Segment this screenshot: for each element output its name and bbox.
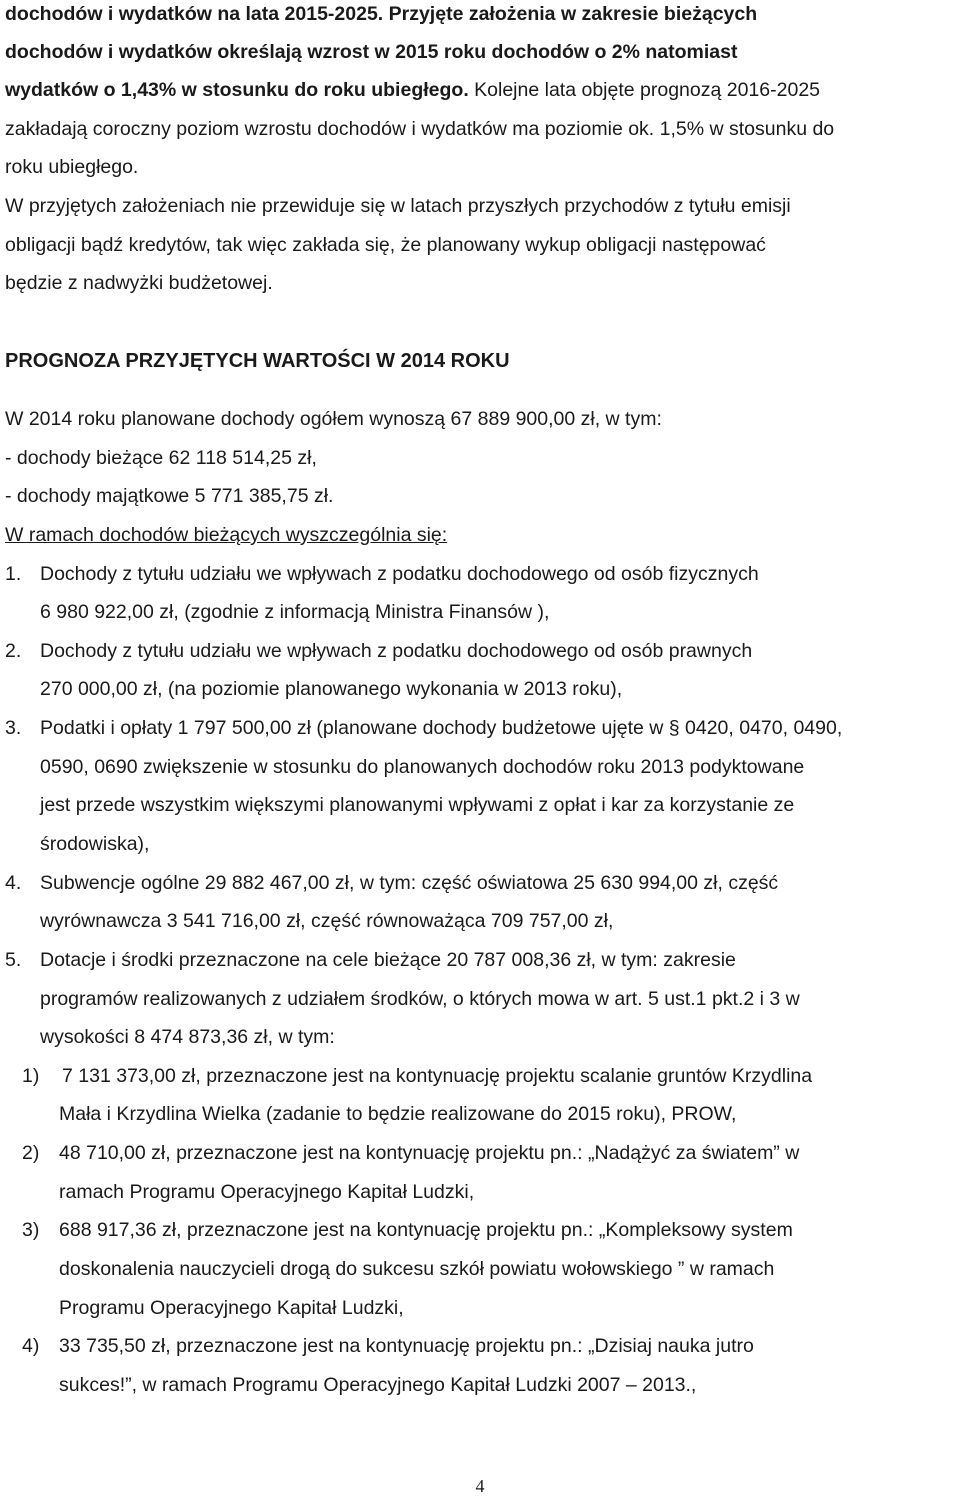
intro-text: dochodów i wydatków na lata 2015-2025. Przyjęte założenia w zakresie bieżących bbox=[5, 3, 758, 25]
item-number: 3. bbox=[5, 717, 22, 739]
subitem-2-line-1: 48 710,00 zł, przeznaczone jest na kontynuację projektu pn.: „Nadążyć za światem” w bbox=[59, 1142, 800, 1164]
item-1-line-2: 6 980 922,00 zł, (zgodnie z informacją Ministra Finansów ), bbox=[40, 601, 550, 623]
item-3-line-3: jest przede wszystkim większymi planowanymi wpływami z opłat i kar za korzystanie ze bbox=[40, 794, 795, 816]
subitem-3-line-1: 688 917,36 zł, przeznaczone jest na kontynuację projektu pn.: „Kompleksowy system bbox=[59, 1219, 793, 1241]
summary-total: W 2014 roku planowane dochody ogółem wynoszą 67 889 900,00 zł, w tym: bbox=[5, 408, 662, 430]
subitem-3-line-3: Programu Operacyjnego Kapitał Ludzki, bbox=[59, 1297, 404, 1319]
summary-current: - dochody bieżące 62 118 514,25 zł, bbox=[5, 447, 317, 469]
intro-line-6 bbox=[5, 194, 791, 218]
item-2-line-1: Dochody z tytułu udziału we wpływach z podatku dochodowego od osób prawnych bbox=[40, 640, 753, 662]
item-3-line-1: Podatki i opłaty 1 797 500,00 zł (planowane dochody budżetowe ujęte w § 0420, 0470, 0490, bbox=[40, 717, 843, 739]
intro-text: dochodów i wydatków określają wzrost w 2015 roku dochodów o 2% natomiast bbox=[5, 41, 738, 63]
subitem-4-line-1: 33 735,50 zł, przeznaczone jest na kontynuację projektu pn.: „Dzisiaj nauka jutro bbox=[59, 1335, 754, 1357]
intro-line-1 bbox=[5, 2, 955, 26]
subitem-2-line-2: ramach Programu Operacyjnego Kapitał Ludzki, bbox=[59, 1181, 475, 1203]
page-number: 4 bbox=[475, 1476, 485, 1496]
subitem-4-line-2: sukces!”, w ramach Programu Operacyjnego Kapitał Ludzki 2007 – 2013., bbox=[59, 1374, 697, 1396]
item-3-line-4: środowiska), bbox=[40, 833, 150, 855]
intro-bold-text: wydatków o 1,43% w stosunku do roku ubiegłego. bbox=[5, 79, 469, 101]
subitem-number: 2) bbox=[22, 1142, 40, 1164]
subitem-number: 4) bbox=[22, 1335, 40, 1357]
subitem-1-line-1: 7 131 373,00 zł, przeznaczone jest na kontynuację projektu scalanie gruntów Krzydlina bbox=[62, 1065, 813, 1087]
item-4-line-2: wyrównawcza 3 541 716,00 zł, część równoważąca 709 757,00 zł, bbox=[40, 910, 614, 932]
item-number: 1. bbox=[5, 563, 22, 585]
intro-line-5 bbox=[5, 155, 138, 179]
intro-text: roku ubiegłego. bbox=[5, 156, 139, 178]
intro-text: obligacji bądź kredytów, tak więc zakłada się, że planowany wykup obligacji następować bbox=[5, 234, 766, 256]
intro-text: W przyjętych założeniach nie przewiduje się w latach przyszłych przychodów z tytułu emisji bbox=[5, 195, 791, 217]
intro-line-3 bbox=[5, 78, 820, 102]
subitem-1-line-2: Mała i Krzydlina Wielka (zadanie to będzie realizowane do 2015 roku), PROW, bbox=[59, 1103, 737, 1125]
summary-subheading: W ramach dochodów bieżących wyszczególnia się: bbox=[5, 524, 448, 546]
intro-text: będzie z nadwyżki budżetowej. bbox=[5, 272, 273, 294]
item-3-line-2: 0590, 0690 zwiększenie w stosunku do planowanych dochodów roku 2013 podyktowane bbox=[40, 756, 805, 778]
item-5-line-1: Dotacje i środki przeznaczone na cele bieżące 20 787 008,36 zł, w tym: zakresie bbox=[40, 949, 736, 971]
subitem-number: 1) bbox=[22, 1065, 40, 1087]
item-5-line-2: programów realizowanych z udziałem środków, o których mowa w art. 5 ust.1 pkt.2 i 3 w bbox=[40, 988, 800, 1010]
item-number: 2. bbox=[5, 640, 22, 662]
section-heading: PROGNOZA PRZYJĘTYCH WARTOŚCI W 2014 ROKU bbox=[5, 350, 510, 372]
intro-line-7 bbox=[5, 233, 766, 257]
subitem-3-line-2: doskonalenia nauczycieli drogą do sukcesu szkół powiatu wołowskiego ” w ramach bbox=[59, 1258, 775, 1280]
item-1-line-1: Dochody z tytułu udziału we wpływach z podatku dochodowego od osób fizycznych bbox=[40, 563, 759, 585]
intro-text: zakładają coroczny poziom wzrostu dochodów i wydatków ma poziomie ok. 1,5% w stosunku do bbox=[5, 118, 835, 140]
item-5-line-3: wysokości 8 474 873,36 zł, w tym: bbox=[40, 1026, 335, 1048]
item-2-line-2: 270 000,00 zł, (na poziomie planowanego wykonania w 2013 roku), bbox=[40, 678, 623, 700]
item-number: 5. bbox=[5, 949, 22, 971]
item-number: 4. bbox=[5, 872, 22, 894]
summary-property: - dochody majątkowe 5 771 385,75 zł. bbox=[5, 485, 334, 507]
intro-line-4 bbox=[5, 117, 834, 141]
intro-text: Kolejne lata objęte prognozą 2016-2025 bbox=[468, 79, 821, 101]
subitem-number: 3) bbox=[22, 1219, 40, 1241]
intro-line-8 bbox=[5, 271, 273, 295]
intro-line-2 bbox=[5, 40, 737, 64]
item-4-line-1: Subwencje ogólne 29 882 467,00 zł, w tym: część oświatowa 25 630 994,00 zł, część bbox=[40, 872, 779, 894]
